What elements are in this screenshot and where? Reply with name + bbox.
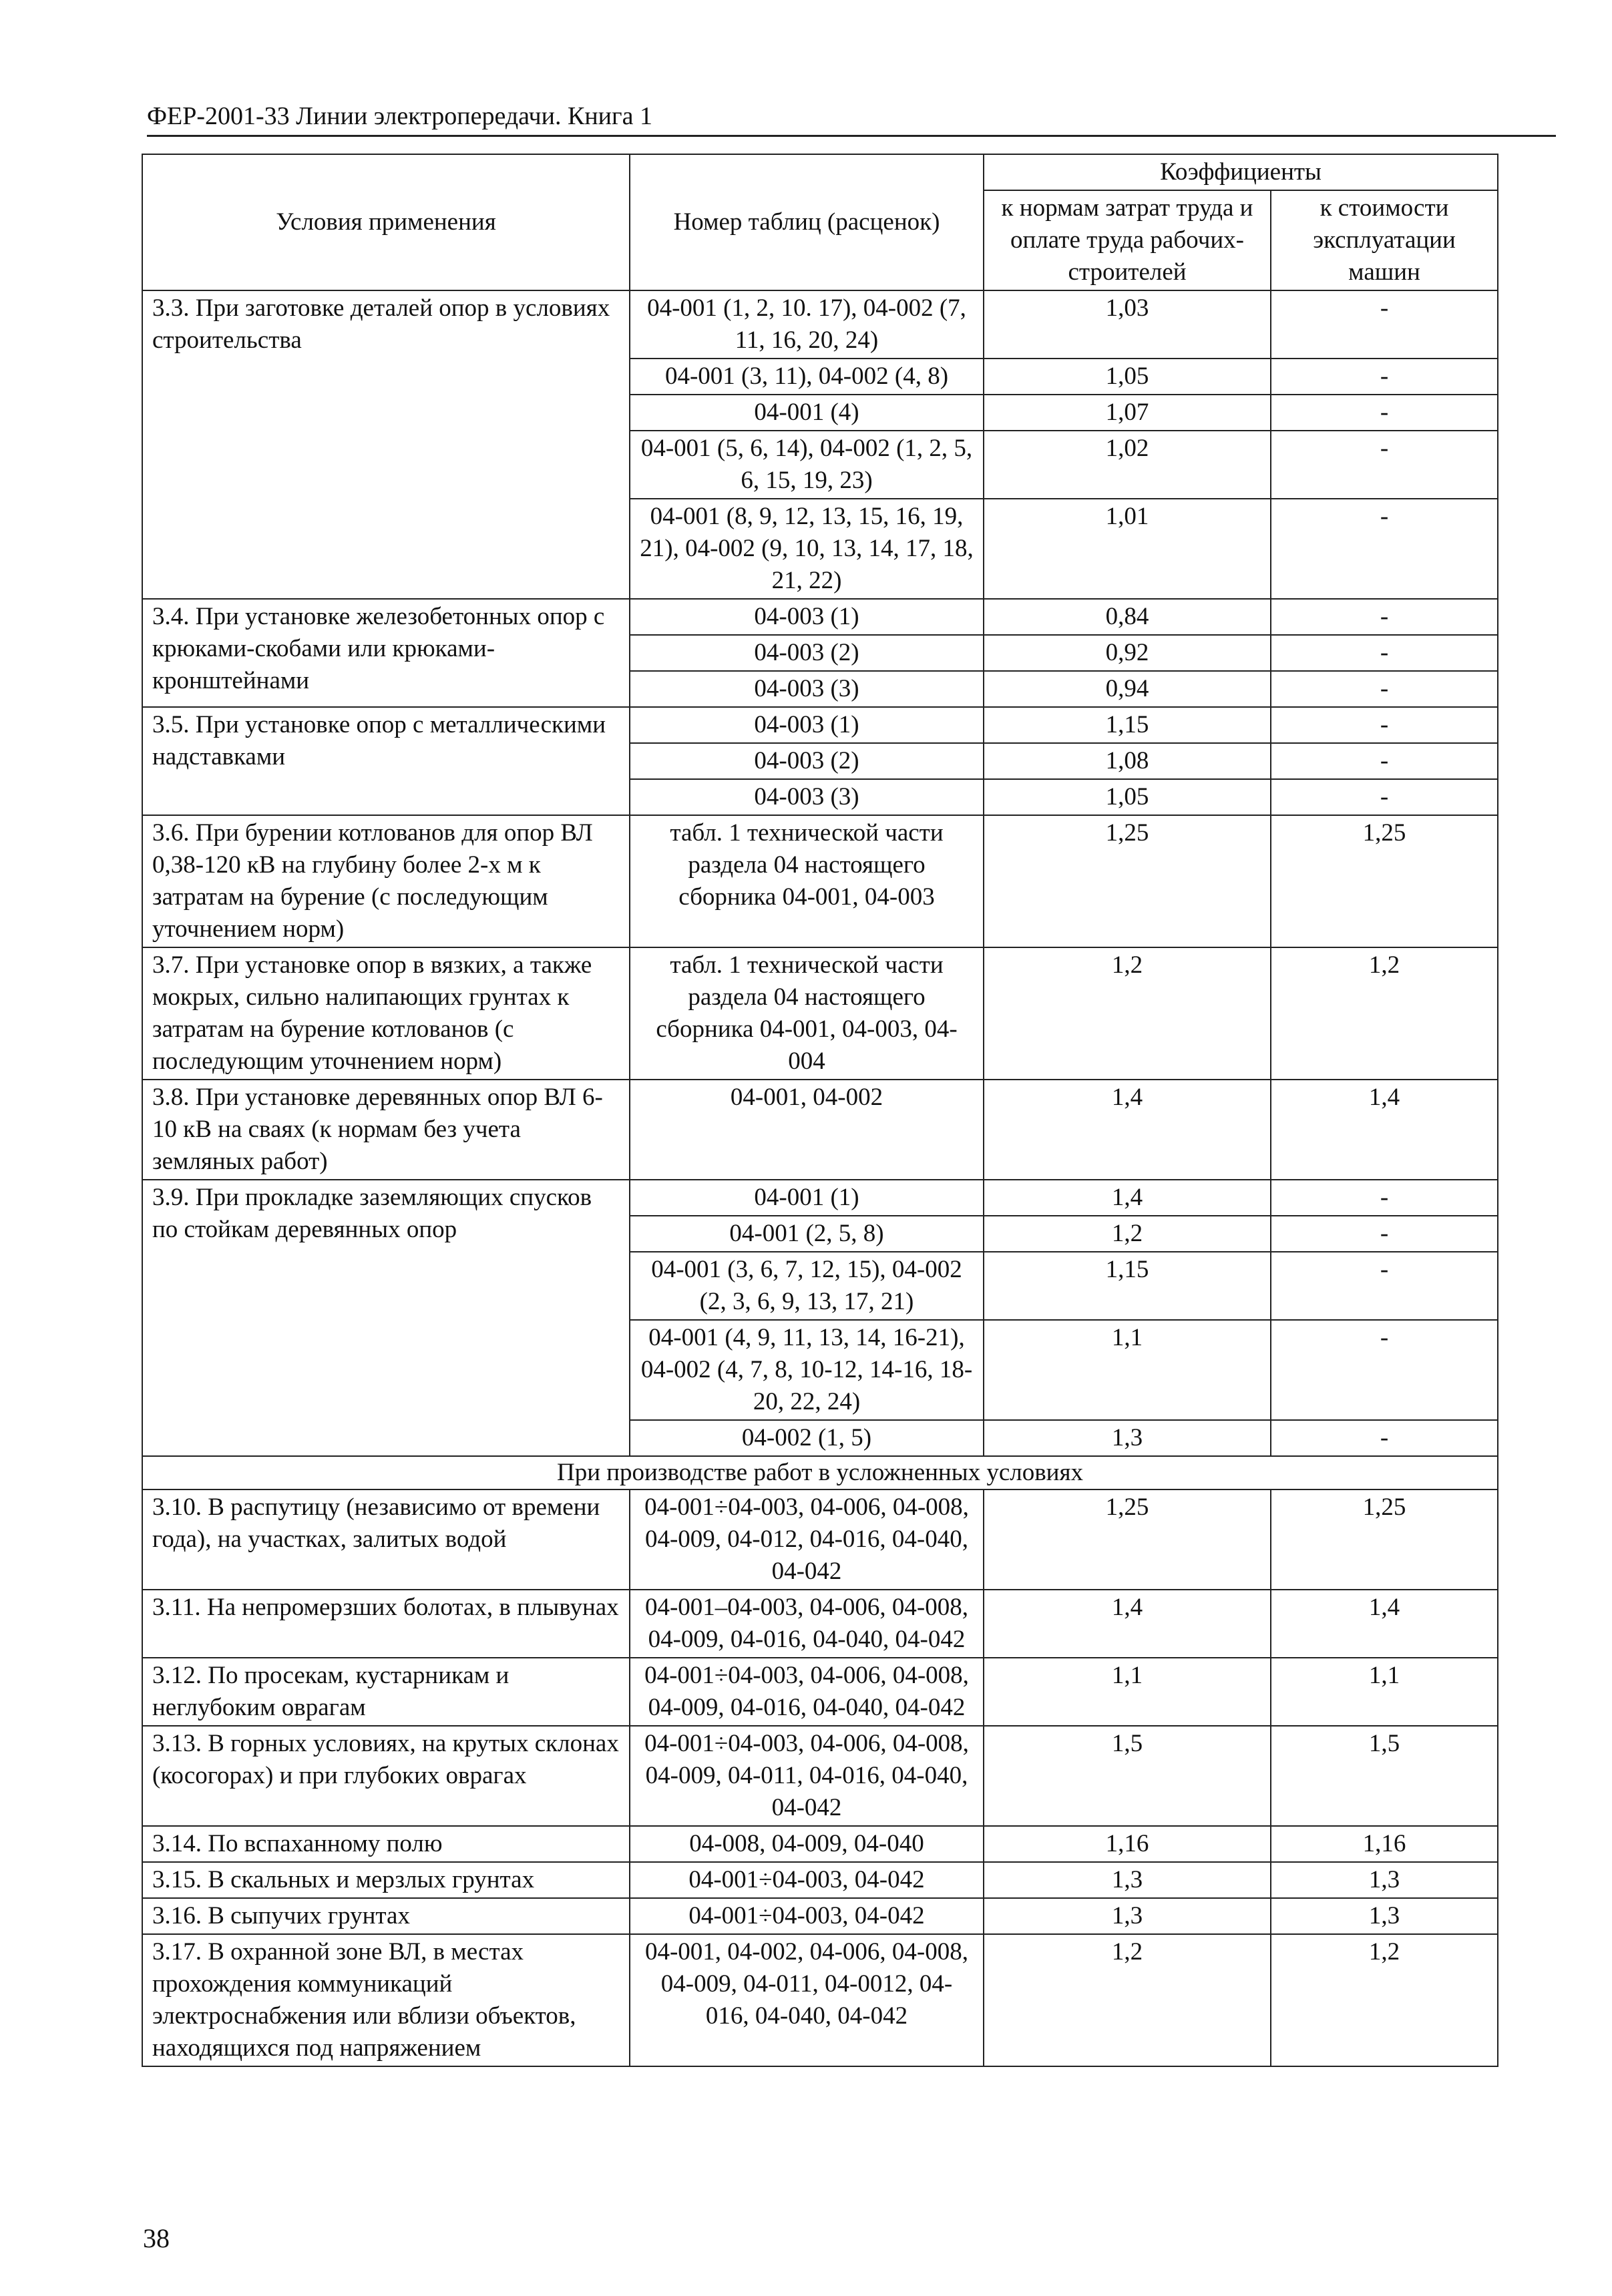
- machine-coefficient-cell: 1,4: [1271, 1590, 1498, 1658]
- table-numbers-cell: 04-001 (3, 6, 7, 12, 15), 04-002 (2, 3, 6, 9, 13, 17, 21): [630, 1252, 984, 1320]
- table-numbers-cell: 04-001÷04-003, 04-042: [630, 1862, 984, 1898]
- section-band-label: При производстве работ в усложненных условиях: [142, 1456, 1498, 1489]
- condition-cell: 3.15. В скальных и мерзлых грунтах: [142, 1862, 630, 1898]
- table-row: [142, 1726, 1498, 1826]
- table-row: [142, 1862, 1498, 1898]
- labor-coefficient-cell: 1,01: [984, 499, 1271, 599]
- table-numbers-cell: 04-003 (1): [630, 707, 984, 743]
- table-row: [142, 1489, 1498, 1590]
- machine-coefficient-cell: -: [1271, 671, 1498, 707]
- table-numbers-cell: 04-001, 04-002: [630, 1080, 984, 1180]
- table-numbers-cell: 04-001 (2, 5, 8): [630, 1216, 984, 1252]
- labor-coefficient-cell: 1,15: [984, 707, 1271, 743]
- condition-cell: 3.14. По вспаханному полю: [142, 1826, 630, 1862]
- table-row: [142, 599, 1498, 635]
- condition-cell: 3.6. При бурении котлованов для опор ВЛ 0,38-120 кВ на глубину более 2-х м к затратам на бурение (с последующим уточнением норм): [142, 815, 630, 947]
- table-numbers-cell: 04-001 (8, 9, 12, 13, 15, 16, 19, 21), 04-002 (9, 10, 13, 14, 17, 18, 21, 22): [630, 499, 984, 599]
- table-numbers-cell: 04-003 (2): [630, 635, 984, 671]
- condition-cell: 3.3. При заготовке деталей опор в условиях строительства: [142, 290, 630, 599]
- machine-coefficient-cell: -: [1271, 431, 1498, 499]
- table-numbers-cell: 04-002 (1, 5): [630, 1420, 984, 1456]
- table-numbers-cell: табл. 1 технической части раздела 04 настоящего сборника 04-001, 04-003: [630, 815, 984, 947]
- labor-coefficient-cell: 0,94: [984, 671, 1271, 707]
- column-header-k-machines: к стоимости эксплуатации машин: [1271, 190, 1498, 290]
- machine-coefficient-cell: 1,2: [1271, 1934, 1498, 2066]
- table-numbers-cell: 04-003 (1): [630, 599, 984, 635]
- condition-cell: 3.13. В горных условиях, на крутых склонах (косогорах) и при глубоких оврагах: [142, 1726, 630, 1826]
- machine-coefficient-cell: -: [1271, 1252, 1498, 1320]
- column-header-k-labor: к нормам затрат труда и оплате труда рабочих-строителей: [984, 190, 1271, 290]
- table-numbers-cell: 04-001÷04-003, 04-006, 04-008, 04-009, 04-011, 04-016, 04-040, 04-042: [630, 1726, 984, 1826]
- column-header-conditions: Условия применения: [142, 154, 630, 290]
- table-numbers-cell: 04-001–04-003, 04-006, 04-008, 04-009, 04-016, 04-040, 04-042: [630, 1590, 984, 1658]
- labor-coefficient-cell: 1,4: [984, 1590, 1271, 1658]
- table-row: [142, 707, 1498, 743]
- machine-coefficient-cell: -: [1271, 395, 1498, 431]
- table-row: [142, 1180, 1498, 1216]
- table-row: [142, 815, 1498, 947]
- machine-coefficient-cell: -: [1271, 359, 1498, 395]
- machine-coefficient-cell: 1,16: [1271, 1826, 1498, 1862]
- labor-coefficient-cell: 1,2: [984, 1934, 1271, 2066]
- machine-coefficient-cell: -: [1271, 599, 1498, 635]
- table-numbers-cell: 04-001 (4, 9, 11, 13, 14, 16-21), 04-002 (4, 7, 8, 10-12, 14-16, 18-20, 22, 24): [630, 1320, 984, 1420]
- table-row: [142, 1590, 1498, 1658]
- machine-coefficient-cell: 1,25: [1271, 815, 1498, 947]
- table-numbers-cell: 04-001÷04-003, 04-006, 04-008, 04-009, 04-012, 04-016, 04-040, 04-042: [630, 1489, 984, 1590]
- table-row: [142, 1080, 1498, 1180]
- labor-coefficient-cell: 1,03: [984, 290, 1271, 359]
- condition-cell: 3.12. По просекам, кустарникам и неглубоким оврагам: [142, 1658, 630, 1726]
- table-row: [142, 1934, 1498, 2066]
- table-numbers-cell: табл. 1 технической части раздела 04 настоящего сборника 04-001, 04-003, 04-004: [630, 947, 984, 1080]
- labor-coefficient-cell: 1,4: [984, 1180, 1271, 1216]
- condition-cell: 3.9. При прокладке заземляющих спусков по стойкам деревянных опор: [142, 1180, 630, 1456]
- labor-coefficient-cell: 1,3: [984, 1420, 1271, 1456]
- section-band-row: [142, 1456, 1498, 1489]
- condition-cell: 3.8. При установке деревянных опор ВЛ 6-10 кВ на сваях (к нормам без учета земляных работ): [142, 1080, 630, 1180]
- machine-coefficient-cell: 1,2: [1271, 947, 1498, 1080]
- table-numbers-cell: 04-001÷04-003, 04-042: [630, 1898, 984, 1934]
- table-numbers-cell: 04-001÷04-003, 04-006, 04-008, 04-009, 04-016, 04-040, 04-042: [630, 1658, 984, 1726]
- labor-coefficient-cell: 1,25: [984, 815, 1271, 947]
- column-header-tables: Номер таблиц (расценок): [630, 154, 984, 290]
- machine-coefficient-cell: 1,4: [1271, 1080, 1498, 1180]
- labor-coefficient-cell: 1,07: [984, 395, 1271, 431]
- labor-coefficient-cell: 1,15: [984, 1252, 1271, 1320]
- page-header: ФЕР-2001-33 Линии электропередачи. Книга 1: [147, 99, 1556, 137]
- table-head: [142, 154, 1498, 290]
- table-numbers-cell: 04-003 (3): [630, 671, 984, 707]
- table-row: [142, 1658, 1498, 1726]
- condition-cell: 3.11. На непромерзших болотах, в плывунах: [142, 1590, 630, 1658]
- machine-coefficient-cell: 1,25: [1271, 1489, 1498, 1590]
- labor-coefficient-cell: 0,84: [984, 599, 1271, 635]
- machine-coefficient-cell: -: [1271, 1320, 1498, 1420]
- labor-coefficient-cell: 1,08: [984, 743, 1271, 779]
- machine-coefficient-cell: -: [1271, 707, 1498, 743]
- labor-coefficient-cell: 1,1: [984, 1320, 1271, 1420]
- labor-coefficient-cell: 1,05: [984, 359, 1271, 395]
- machine-coefficient-cell: -: [1271, 1216, 1498, 1252]
- labor-coefficient-cell: 1,02: [984, 431, 1271, 499]
- machine-coefficient-cell: 1,1: [1271, 1658, 1498, 1726]
- table-numbers-cell: 04-001 (4): [630, 395, 984, 431]
- machine-coefficient-cell: -: [1271, 743, 1498, 779]
- condition-cell: 3.4. При установке железобетонных опор с крюками-скобами или крюками-кронштейнами: [142, 599, 630, 707]
- labor-coefficient-cell: 1,25: [984, 1489, 1271, 1590]
- table-numbers-cell: 04-001 (3, 11), 04-002 (4, 8): [630, 359, 984, 395]
- table-numbers-cell: 04-001, 04-002, 04-006, 04-008, 04-009, 04-011, 04-0012, 04-016, 04-040, 04-042: [630, 1934, 984, 2066]
- condition-cell: 3.7. При установке опор в вязких, а также мокрых, сильно налипающих грунтах к затратам на бурение котлованов (с последующим уточнением норм): [142, 947, 630, 1080]
- machine-coefficient-cell: 1,3: [1271, 1862, 1498, 1898]
- labor-coefficient-cell: 1,3: [984, 1862, 1271, 1898]
- machine-coefficient-cell: -: [1271, 290, 1498, 359]
- page-number: 38: [143, 2223, 170, 2253]
- labor-coefficient-cell: 1,2: [984, 1216, 1271, 1252]
- labor-coefficient-cell: 1,16: [984, 1826, 1271, 1862]
- table-numbers-cell: 04-008, 04-009, 04-040: [630, 1826, 984, 1862]
- condition-cell: 3.10. В распутицу (независимо от времени года), на участках, залитых водой: [142, 1489, 630, 1590]
- table-numbers-cell: 04-003 (2): [630, 743, 984, 779]
- machine-coefficient-cell: -: [1271, 1180, 1498, 1216]
- coefficients-table: [142, 154, 1498, 2067]
- condition-cell: 3.5. При установке опор с металлическими надставками: [142, 707, 630, 815]
- table-numbers-cell: 04-003 (3): [630, 779, 984, 815]
- table-row: [142, 1898, 1498, 1934]
- condition-cell: 3.16. В сыпучих грунтах: [142, 1898, 630, 1934]
- labor-coefficient-cell: 1,1: [984, 1658, 1271, 1726]
- column-header-coefficients: Коэффициенты: [984, 154, 1498, 190]
- machine-coefficient-cell: -: [1271, 1420, 1498, 1456]
- coefficients-table-container: [142, 154, 1497, 2067]
- table-numbers-cell: 04-001 (5, 6, 14), 04-002 (1, 2, 5, 6, 15, 19, 23): [630, 431, 984, 499]
- machine-coefficient-cell: -: [1271, 499, 1498, 599]
- table-row: [142, 947, 1498, 1080]
- table-numbers-cell: 04-001 (1): [630, 1180, 984, 1216]
- labor-coefficient-cell: 1,4: [984, 1080, 1271, 1180]
- labor-coefficient-cell: 1,5: [984, 1726, 1271, 1826]
- table-numbers-cell: 04-001 (1, 2, 10. 17), 04-002 (7, 11, 16, 20, 24): [630, 290, 984, 359]
- machine-coefficient-cell: 1,5: [1271, 1726, 1498, 1826]
- machine-coefficient-cell: 1,3: [1271, 1898, 1498, 1934]
- condition-cell: 3.17. В охранной зоне ВЛ, в местах прохождения коммуникаций электроснабжения или вблизи объектов, находящихся под напряжением: [142, 1934, 630, 2066]
- labor-coefficient-cell: 1,2: [984, 947, 1271, 1080]
- labor-coefficient-cell: 0,92: [984, 635, 1271, 671]
- table-row: [142, 1826, 1498, 1862]
- machine-coefficient-cell: -: [1271, 779, 1498, 815]
- machine-coefficient-cell: -: [1271, 635, 1498, 671]
- table-body: [142, 290, 1498, 2066]
- labor-coefficient-cell: 1,3: [984, 1898, 1271, 1934]
- table-row: [142, 290, 1498, 359]
- labor-coefficient-cell: 1,05: [984, 779, 1271, 815]
